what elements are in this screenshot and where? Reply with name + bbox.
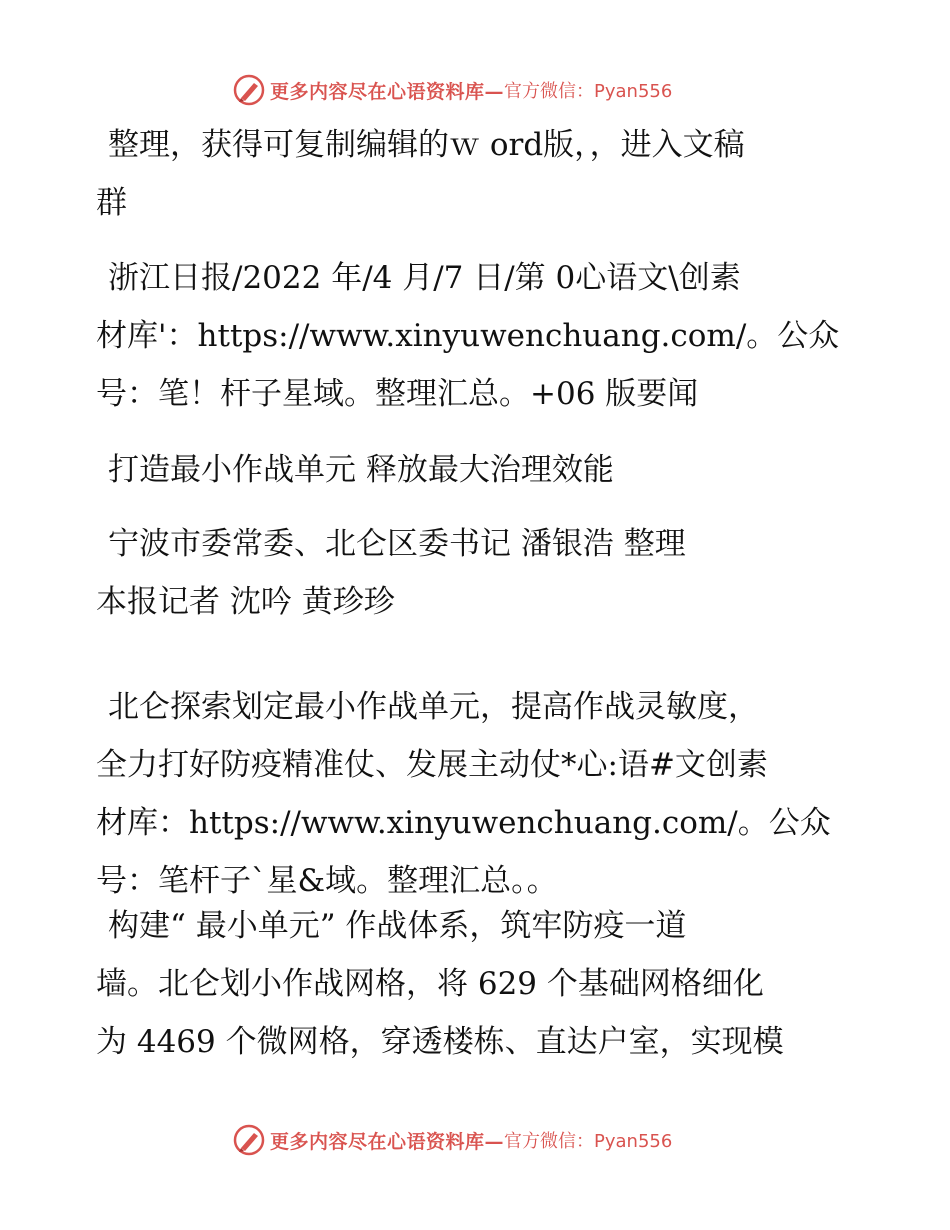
text-line: 本报记者 沈吟 黄珍珍 bbox=[96, 584, 395, 620]
text-line: 全力打好防疫精准仗、发展主动仗*心:语#文创素 bbox=[96, 747, 768, 783]
text-line: 材库：https://www.xinyuwenchuang.com/。公众 bbox=[96, 805, 831, 841]
paragraph bbox=[96, 441, 856, 499]
text-line: 浙江日报/2022 年/4 月/7 日/第 0心语文\创素 bbox=[108, 260, 741, 296]
text-line: 打造最小作战单元 释放最大治理效能 bbox=[108, 452, 614, 488]
banner-wechat: 官方微信：Pyan556 bbox=[504, 1131, 673, 1152]
text-line: 群 bbox=[96, 185, 127, 221]
paragraph bbox=[96, 678, 856, 910]
text-line: 构建“ 最小单元” 作战体系，筑牢防疫一道 bbox=[108, 908, 687, 944]
text-line: 为 4469 个微网格，穿透楼栋、直达户室，实现模 bbox=[96, 1024, 784, 1060]
footer-banner bbox=[232, 1122, 672, 1158]
text-line: 号：笔！杆子星域。整理汇总。+06 版要闻 bbox=[96, 376, 699, 412]
paragraph bbox=[96, 116, 856, 232]
pen-logo-icon bbox=[232, 1123, 266, 1157]
paragraph bbox=[96, 249, 856, 423]
banner-wechat: 官方微信：Pyan556 bbox=[504, 81, 673, 102]
banner-text: 更多内容尽在心语资料库— bbox=[270, 80, 505, 103]
paragraph bbox=[96, 515, 856, 631]
text-line: 北仑探索划定最小作战单元，提高作战灵敏度， bbox=[108, 689, 759, 725]
text-line: 号：笔杆子`星&域。整理汇总。。 bbox=[96, 863, 558, 899]
pen-logo-icon bbox=[232, 73, 266, 107]
text-line: 整理，获得可复制编辑的ｗ ord版，，进入文稿 bbox=[108, 127, 745, 163]
banner-text: 更多内容尽在心语资料库— bbox=[270, 1130, 505, 1153]
text-line: 宁波市委常委、北仑区委书记 潘银浩 整理 bbox=[108, 526, 686, 562]
text-line: 墙。北仑划小作战网格，将 629 个基础网格细化 bbox=[96, 966, 764, 1002]
paragraph bbox=[96, 897, 856, 1071]
text-line: 材库'：https://www.xinyuwenchuang.com/。公众 bbox=[96, 318, 840, 354]
header-banner bbox=[232, 72, 672, 108]
